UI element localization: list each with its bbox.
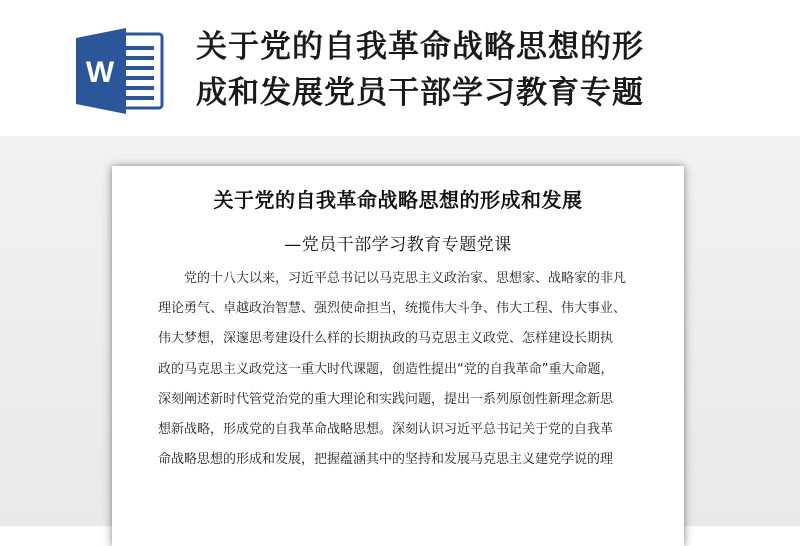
header-banner [0, 0, 800, 136]
body-line: 党的十八大以来，习近平总书记以马克思主义政治家、思想家、战略家的非凡 [184, 271, 627, 286]
header-title-line-1: 关于党的自我革命战略思想的形 [196, 29, 644, 65]
body-line: 深刻阐述新时代管党治党的重大理论和实践问题，提出一系列原创性新理念新思 [158, 391, 614, 407]
header-title [196, 24, 716, 116]
word-document-icon [76, 28, 166, 114]
header-title-line-2: 成和发展党员干部学习教育专题 [196, 75, 644, 111]
body-line: 想新战略，形成党的自我革命战略思想。深刻认识习近平总书记关于党的自我革 [158, 422, 614, 438]
body-line: 理论勇气、卓越政治智慧、强烈使命担当，统揽伟大斗争、伟大工程、伟大事业、 [158, 301, 627, 317]
body-line: 政的马克思主义政党这一重大时代课题，创造性提出“党的自我革命”重大命题， [158, 361, 614, 377]
document-page [112, 166, 684, 546]
document-body [158, 264, 642, 475]
body-line: 命战略思想的形成和发展，把握蕴涵其中的坚持和发展马克思主义建党学说的理 [158, 452, 614, 468]
body-line: 伟大梦想，深邃思考建设什么样的长期执政的马克思主义政党、怎样建设长期执 [158, 331, 614, 347]
word-icon-letter: W [85, 56, 115, 89]
document-subtitle: —党员干部学习教育专题党课 [284, 235, 512, 255]
document-title: 关于党的自我革命战略思想的形成和发展 [213, 188, 583, 212]
